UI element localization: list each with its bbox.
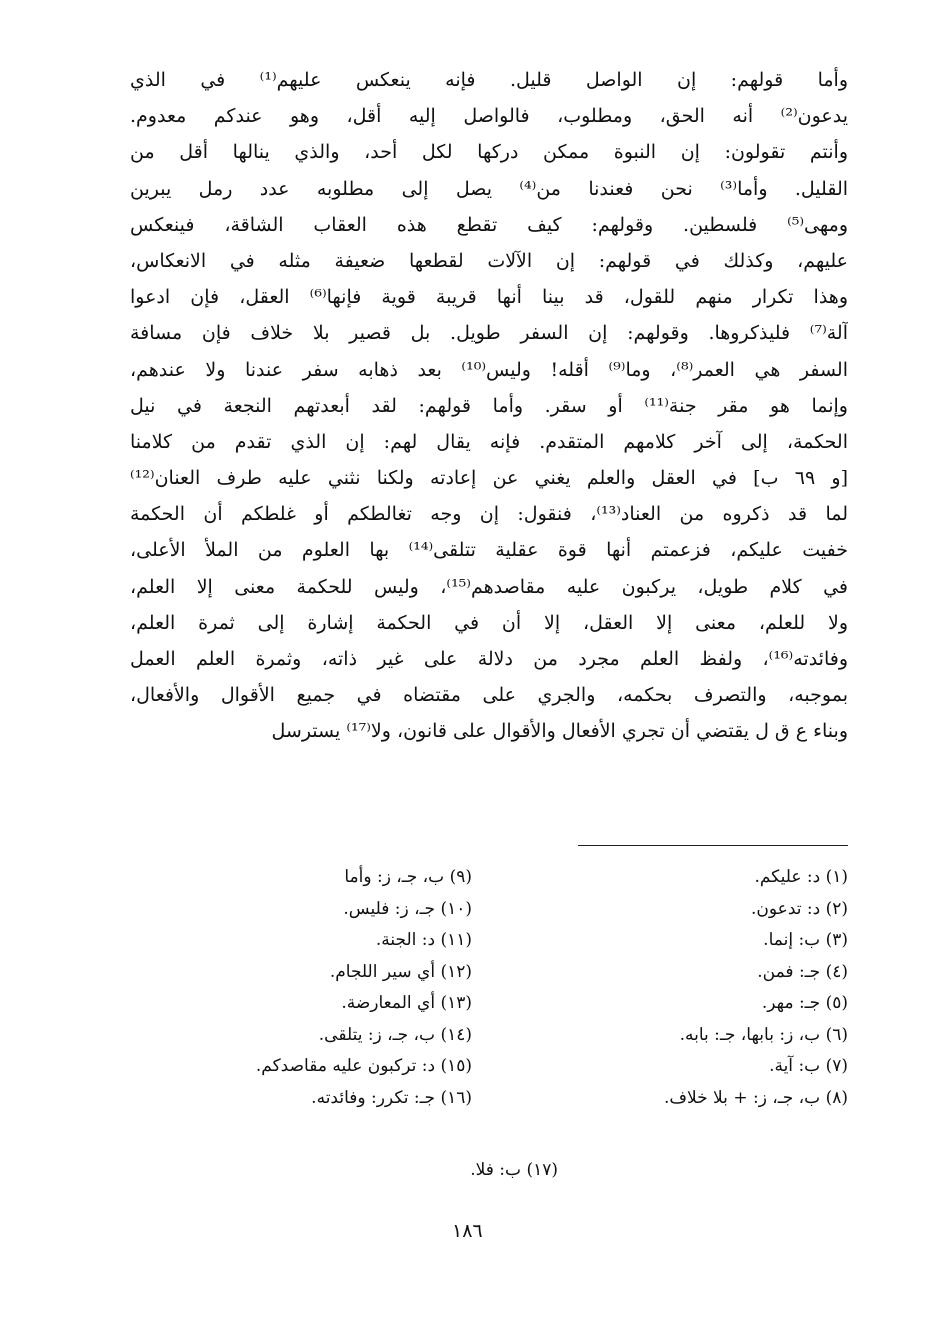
main-text-block	[130, 62, 848, 750]
text-line: وبناء ع ق ل يقتضي أن تجري الأفعال والأقوال على قانون، ولا⁽¹⁷⁾ يسترسل	[271, 720, 848, 743]
text-line: وهذا تكرار منهم للقول، قد بينا أنها قريبة قوية فإنها⁽⁶⁾ العقل، فإن ادعوا	[130, 286, 848, 309]
footnote-item: (١٤) ب، جـ، ز: يتلقى.	[318, 1024, 472, 1045]
text-line: القليل. وأما⁽³⁾ نحن فعندنا من⁽⁴⁾ يصل إلى مطلوبه عدد رمل يبرين	[130, 177, 848, 200]
text-line: السفر هي العمر⁽⁸⁾، وما⁽⁹⁾ أقله! وليس⁽¹⁰⁾ بعد ذهابه سفر عندنا ولا عندهم،	[130, 358, 848, 381]
text-line: بموجبه، والتصرف بحكمه، والجري على مقتضاه في جميع الأقوال والأفعال،	[130, 684, 848, 707]
text-line: آلة⁽⁷⁾ فليذكروها. وقولهم: إن السفر طويل. بل قصير بلا خلاف فإن مسافة	[130, 322, 848, 345]
text-line: الحكمة، إلى آخر كلامهم المتقدم. فإنه يقال لهم: إن الذي تقدم من كلامنا	[130, 430, 848, 453]
footnote-item: (٧) ب: آية.	[769, 1056, 848, 1076]
footnote-item: (١٥) د: تركبون عليه مقاصدكم.	[255, 1056, 472, 1076]
text-line: [و ٦٩ ب] في العقل والعلم يغني عن إعادته ولكنا نثني عليه طرف العنان⁽¹²⁾	[130, 467, 848, 490]
text-line: ومهى⁽⁵⁾ فلسطين. وقولهم: كيف تقطع هذه العقاب الشاقة، فينعكس	[130, 213, 848, 236]
footnote-item: (١١) د: الجنة.	[375, 930, 472, 950]
footnote-separator	[578, 845, 848, 846]
footnote-item: (١٠) جـ، ز: فليس.	[343, 898, 472, 919]
footnotes-column-left	[232, 862, 472, 1114]
text-line: ولا للعلم، معنى إلا العقل، إلا أن في الحكمة إشارة إلى ثمرة العلم،	[130, 611, 848, 634]
footnote-item: (١) د: عليكم.	[754, 867, 848, 887]
footnote-item: (٣) ب: إنما.	[763, 930, 848, 950]
text-line: في كلام طويل، يركبون عليه مقاصدهم⁽¹⁵⁾، وليس للحكمة معنى إلا العلم،	[130, 575, 848, 598]
footnote-item: (١٣) أي المعارضة.	[341, 993, 472, 1013]
footnote-item: (٢) د: تدعون.	[751, 898, 848, 919]
text-line: وأما قولهم: إن الواصل قليل. فإنه ينعكس عليهم⁽¹⁾ في الذي	[130, 69, 848, 91]
text-line: لما قد ذكروه من العناد⁽¹³⁾، فنقول: إن وجه تغالطكم أو غلطكم أن الحكمة	[130, 503, 848, 526]
page-number: ١٨٦	[452, 1220, 483, 1242]
footnote-item: (٩) ب، جـ، ز: وأما	[344, 867, 472, 887]
text-line: وإنما هو مقر جنة⁽¹¹⁾ أو سقر. وأما قولهم: لقد أبعدتهم النجعة في نيل	[130, 394, 848, 417]
footnotes-column-right	[578, 862, 848, 1114]
footnote-item: (١٦) جـ: تكرر: وفائدته.	[311, 1087, 472, 1108]
footnote-item: (١٢) أي سير اللجام.	[329, 961, 472, 982]
text-line: وأنتم تقولون: إن النبوة ممكن دركها لكل أحد، والذي ينالها أقل من	[130, 141, 848, 164]
footnote-item: (٤) جـ: فمن.	[757, 961, 848, 982]
text-line: عليهم، وكذلك في قولهم: إن الآلات لقطعها ضعيفة مثله في الانعكاس،	[130, 249, 848, 272]
footnote-item: (٦) ب، ز: بابها، جـ: بابه.	[679, 1024, 848, 1045]
text-line: يدعون⁽²⁾ أنه الحق، ومطلوب، فالواصل إليه أقل، وهو عندكم معدوم.	[130, 105, 848, 128]
text-line: وفائدته⁽¹⁶⁾، ولفظ العلم مجرد من دلالة على غير ذاته، وثمرة العلم العمل	[130, 648, 848, 670]
footnote-17: (١٧) ب: فلا.	[470, 1160, 558, 1180]
footnote-item: (٥) جـ: مهر.	[761, 993, 848, 1013]
text-line: خفيت عليكم، فزعمتم أنها قوة عقلية تتلقى⁽¹⁴⁾ بها العلوم من الملأ الأعلى،	[130, 539, 848, 562]
footnote-item: (٨) ب، جـ، ز: + بلا خلاف.	[663, 1087, 848, 1108]
